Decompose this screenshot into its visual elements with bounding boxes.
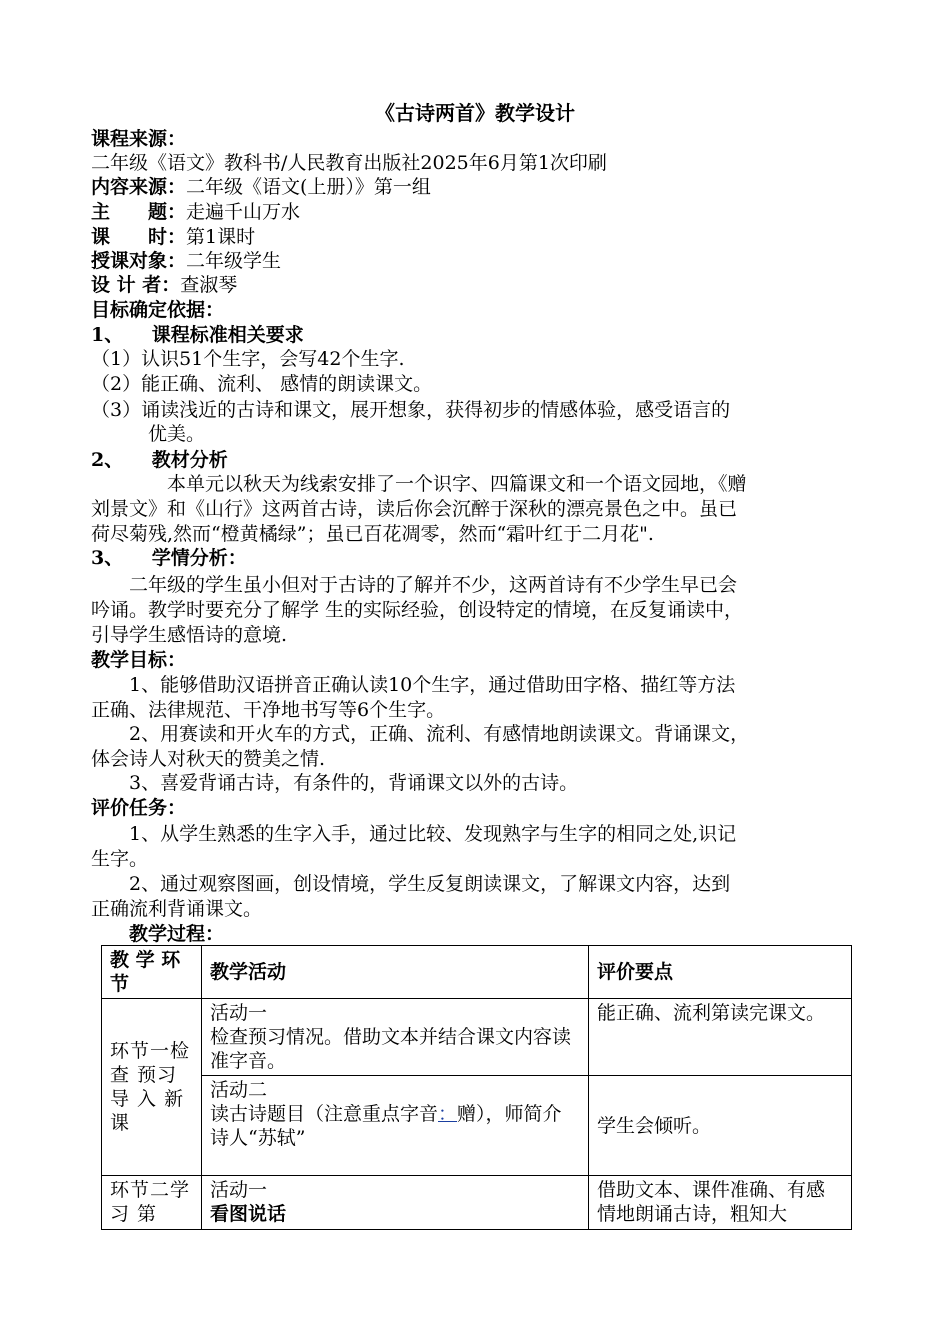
basis-heading: 目标确定依据： [91, 299, 225, 321]
content-value: 二年级《语文(上册）》第一组 [186, 176, 431, 198]
table-row [102, 1176, 852, 1230]
designer-label: 设 计 者： [91, 274, 181, 296]
standards-item: 优美。 [91, 423, 206, 445]
goals-heading: 教学目标： [91, 649, 187, 671]
evaluation-cell: 能正确、流利第读完课文。 [589, 999, 852, 1076]
evaluation-cell: 学生会倾听。 [589, 1076, 852, 1176]
standards-item: （1）认识51个生字，会写42个生字. [91, 348, 405, 370]
stage-two-cell: 环节二学 习 第 [102, 1176, 202, 1230]
standards-item: （2）能正确、流利、 感情的朗读课文。 [91, 373, 433, 395]
material-line: 本单元以秋天为线索安排了一个识字、四篇课文和一个语文园地，《赠 [91, 473, 747, 495]
period-value: 第1课时 [186, 226, 256, 248]
activity-desc: 检查预习情况。借助文本并结合课文内容读准字音。 [210, 1026, 572, 1072]
source-value: 二年级《语文》教科书/人民教育出版社2025年6月第1次印刷 [91, 152, 607, 174]
goal-line: 1、能够借助汉语拼音正确认读10个生字，通过借助田字格、描红等方法 [91, 674, 736, 696]
activity-name: 活动一 [210, 1002, 268, 1024]
topic-row [91, 200, 300, 224]
learner-line: 二年级的学生虽小但对于古诗的了解并不少，这两首诗有不少学生早已会 [91, 574, 738, 596]
table-row [102, 999, 852, 1076]
goal-line: 2、用赛读和开火车的方式，正确、流利、有感情地朗读课文。背诵课文， [91, 723, 750, 745]
activity-desc: 看图说话 [210, 1203, 287, 1225]
header-activity: 教学活动 [202, 946, 589, 999]
learner-line: 吟诵。教学时要充分了解学 生的实际经验，创设特定的情境，在反复诵读中， [91, 599, 744, 621]
source-label: 课程来源： [91, 128, 187, 150]
content-row [91, 175, 431, 199]
material-heading: 2、 教材分析 [91, 449, 228, 471]
evaluation-line: 2、通过观察图画，创设情境，学生反复朗读课文，了解课文内容，达到 [91, 873, 731, 895]
activity-name: 活动二 [210, 1079, 268, 1101]
source-row [91, 127, 186, 151]
content-label: 内容来源： [91, 176, 187, 198]
activity-cell [202, 1076, 589, 1176]
activity-desc [210, 1102, 580, 1150]
header-evaluation: 评价要点 [589, 946, 852, 999]
activity-desc-underlined: ： [438, 1103, 458, 1125]
period-row [91, 225, 255, 249]
table-header-row [102, 946, 852, 999]
header-stage: 教 学 环 节 [102, 946, 202, 999]
period-label: 课 时： [91, 226, 187, 248]
standards-item: （3）诵读浅近的古诗和课文，展开想象，获得初步的情感体验，感受语言的 [91, 399, 731, 421]
evaluation-heading: 评价任务： [91, 797, 187, 819]
goal-line: 正确、法律规范、干净地书写等6个生字。 [91, 699, 446, 721]
stage-one-cell: 环节一检 查 预习导 入 新课 [102, 999, 202, 1176]
activity-cell [202, 1176, 589, 1230]
learner-heading: 3、 学情分析： [91, 547, 247, 569]
process-heading: 教学过程： [91, 923, 225, 945]
audience-row [91, 249, 281, 273]
evaluation-cell: 借助文本、课件准确、有感情地朗诵古诗，粗知大 [589, 1176, 852, 1230]
audience-label: 授课对象： [91, 250, 187, 272]
designer-row [91, 273, 237, 297]
designer-value: 查淑琴 [180, 274, 238, 296]
material-line: 荷尽菊残,然而“橙黄橘绿”；虽已百花凋零，然而“霜叶红于二月花". [91, 523, 654, 545]
standards-heading: 1、 课程标准相关要求 [91, 324, 304, 346]
activity-cell [202, 999, 589, 1076]
topic-label: 主 题： [91, 201, 187, 223]
evaluation-line: 生字。 [91, 848, 149, 870]
activity-name: 活动一 [210, 1179, 268, 1201]
table-row [102, 1076, 852, 1176]
goal-line: 3、喜爱背诵古诗，有条件的，背诵课文以外的古诗。 [91, 772, 579, 794]
evaluation-line: 1、从学生熟悉的生字入手，通过比较、发现熟字与生字的相同之处,识记 [91, 823, 737, 845]
document-title: 《古诗两首》教学设计 [375, 101, 575, 125]
topic-value: 走遍千山万水 [186, 201, 301, 223]
activity-desc-part: 赠），师简介诗人“苏轼” [210, 1103, 562, 1149]
activity-desc-part: 读古诗题目（注意重点字音 [210, 1103, 439, 1125]
material-line: 刘景文》和《山行》这两首古诗，读后你会沉醉于深秋的漂亮景色之中。虽已 [91, 498, 738, 520]
process-table [101, 945, 852, 1230]
learner-line: 引导学生感悟诗的意境. [91, 624, 288, 646]
goal-line: 体会诗人对秋天的赞美之情. [91, 748, 326, 770]
audience-value: 二年级学生 [186, 250, 282, 272]
evaluation-line: 正确流利背诵课文。 [91, 898, 263, 920]
